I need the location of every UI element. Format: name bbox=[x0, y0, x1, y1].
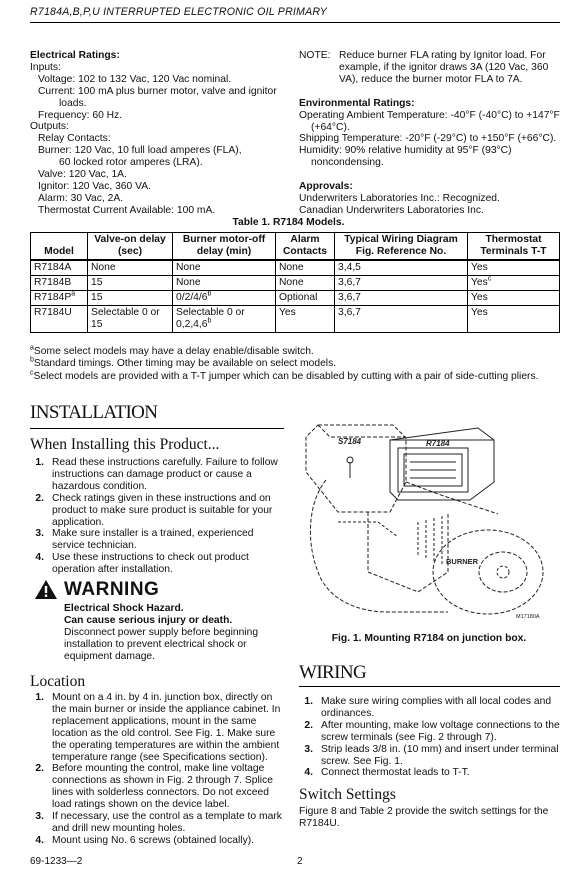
list-item: 1. Make sure wiring complies with all local codes and ordinances. bbox=[299, 696, 561, 720]
location-heading: Location bbox=[30, 673, 86, 690]
approval-ul: Underwriters Laboratories Inc.: Recognized. bbox=[299, 193, 500, 205]
table-row bbox=[31, 291, 560, 306]
electrical-ratings bbox=[30, 50, 300, 217]
footnote-marker: b bbox=[207, 290, 212, 298]
list-item-text: Strip leads 3/8 in. (10 mm) and insert under terminal screw. See Fig. 1. bbox=[321, 743, 559, 767]
cell: R7184B bbox=[31, 276, 88, 291]
list-item: 2. After mounting, make low voltage connections to the screw terminals (see Fig. 2 through 7). bbox=[304, 719, 560, 743]
cell: Yes bbox=[468, 306, 560, 333]
models-table bbox=[30, 232, 560, 333]
note-block bbox=[299, 50, 561, 86]
wiring-steps bbox=[299, 696, 561, 779]
list-item: 1. Mount on a 4 in. by 4 in. junction box, directly on the main burner or inside the appliance cabinet. In replacement applications, mount in the same location as the old control. See Fig. 1. Make sure the operating temperatures are within the ambient temperature range (see Specifications section). bbox=[30, 692, 284, 763]
list-item: 1. Read these instructions carefully. Failure to follow instructions can damage product or cause a hazardous condition. bbox=[30, 457, 284, 493]
list-item-text: Mount on a 4 in. by 4 in. junction box, directly on the main burner or inside the appliance cabinet. In replacement applications, mount in the same location as the old control. See Fig. 1. Make sure the operating temperatures are within the ambient temperature range (see Specifications section). bbox=[52, 692, 281, 763]
note-label: NOTE: bbox=[299, 50, 331, 61]
shipping-temp: Shipping Temperature: -20°F (-29°C) to +150°F (+66°C). bbox=[299, 133, 557, 145]
frequency-rating: Frequency: 60 Hz. bbox=[38, 109, 123, 121]
table-footnotes bbox=[30, 346, 539, 383]
cell: 15 bbox=[88, 291, 173, 306]
install-steps bbox=[30, 457, 284, 576]
running-header: R7184A,B,P,U INTERRUPTED ELECTRONIC OIL PRIMARY bbox=[30, 6, 328, 18]
warning-body bbox=[34, 603, 284, 663]
header-rule bbox=[30, 22, 560, 23]
col-thermostat: Thermostat Terminals T-T bbox=[468, 233, 560, 261]
warning-text: Disconnect power supply before beginning installation to prevent electrical shock or equipment damage. bbox=[64, 626, 259, 662]
cell bbox=[31, 291, 88, 306]
page-number: 2 bbox=[297, 856, 303, 867]
cell-text: R7184P bbox=[34, 292, 72, 303]
wiring-heading: WIRING bbox=[299, 662, 367, 683]
approvals-heading: Approvals: bbox=[299, 181, 353, 193]
figure-label-burner: BURNER bbox=[446, 557, 479, 566]
cell-text: Yes bbox=[471, 277, 488, 288]
cell: 3,6,7 bbox=[335, 291, 468, 306]
list-item: 3. If necessary, use the control as a template to mark and drill new mounting holes. bbox=[30, 811, 284, 835]
list-item: 3. Strip leads 3/8 in. (10 mm) and insert under terminal screw. See Fig. 1. bbox=[299, 744, 561, 768]
col-model: Model bbox=[31, 233, 88, 261]
operating-temp: Operating Ambient Temperature: -40°F (-40°C) to +147°F (+64°C). bbox=[299, 109, 560, 133]
col-wiring-ref: Typical Wiring Diagram Fig. Reference No. bbox=[335, 233, 468, 261]
doc-number: 69-1233—2 bbox=[30, 856, 83, 867]
list-item: 4. Use these instructions to check out product operation after installation. bbox=[30, 552, 284, 576]
environmental-heading: Environmental Ratings: bbox=[299, 97, 415, 109]
cell: Yes bbox=[276, 306, 335, 333]
figure-label-s7184: S7184 bbox=[338, 437, 362, 446]
cell: None bbox=[276, 276, 335, 291]
list-item-text: Check ratings given in these instructions and on product to make sure product is suitable for your application. bbox=[52, 492, 273, 528]
cell bbox=[468, 276, 560, 291]
list-item-text: Before mounting the control, make line voltage connections as shown in Fig. 2 through 7. Splice lines with solderless connectors. Do not exceed load ratings shown on the device label. bbox=[52, 763, 273, 811]
footnote-marker: c bbox=[487, 275, 492, 283]
footnote-text: Standard timings. Other timing may be available on select models. bbox=[33, 358, 337, 370]
ignitor-rating: Ignitor: 120 Vac, 360 VA. bbox=[38, 180, 151, 192]
list-item-text: Make sure installer is a trained, experienced service technician. bbox=[52, 528, 254, 552]
cell-text: Selectable 0 or 0,2,4,6 bbox=[176, 307, 245, 330]
cell: 3,6,7 bbox=[335, 276, 468, 291]
table-row bbox=[31, 306, 560, 333]
current-rating: Current: 100 mA plus burner motor, valve and ignitor bbox=[38, 85, 277, 97]
warning-box bbox=[34, 579, 284, 663]
installation-heading: INSTALLATION bbox=[30, 402, 158, 423]
voltage-rating: Voltage: 102 to 132 Vac, 120 Vac nominal. bbox=[38, 73, 232, 85]
footnote-mark: b bbox=[30, 356, 34, 364]
cell: Optional bbox=[276, 291, 335, 306]
cell-text: 0/2/4/6 bbox=[176, 292, 208, 303]
warning-line1: Electrical Shock Hazard. bbox=[64, 603, 184, 614]
cell: 3,6,7 bbox=[335, 306, 468, 333]
table-caption: Table 1. R7184 Models. bbox=[232, 217, 345, 228]
list-item: 4. Mount using No. 6 screws (obtained locally). bbox=[35, 834, 255, 846]
list-item: 2. Check ratings given in these instructions and on product to make sure product is suitable for your application. bbox=[30, 493, 284, 529]
cell: None bbox=[276, 260, 335, 276]
figure-code: M17180A bbox=[516, 614, 540, 620]
cell: Yes bbox=[468, 260, 560, 276]
footnote-marker: a bbox=[71, 290, 76, 298]
list-item-text: If necessary, use the control as a template to mark and drill new mounting holes. bbox=[52, 811, 282, 834]
when-installing-heading: When Installing this Product... bbox=[30, 436, 220, 453]
list-item: 3. Make sure installer is a trained, experienced service technician. bbox=[30, 528, 284, 552]
alarm-rating: Alarm: 30 Vac, 2A. bbox=[38, 192, 124, 204]
electrical-heading: Electrical Ratings: bbox=[30, 50, 120, 61]
list-item-text: Connect thermostat leads to T-T. bbox=[321, 767, 470, 779]
footnote bbox=[30, 346, 539, 358]
wiring-rule bbox=[299, 686, 560, 687]
humidity: Humidity: 90% relative humidity at 95°F (93°C) noncondensing. bbox=[299, 145, 512, 169]
current-rating-cont: loads. bbox=[59, 97, 87, 109]
cell: Selectable 0 or 15 bbox=[88, 306, 173, 333]
footnote bbox=[30, 358, 539, 370]
burner-rating: Burner: 120 Vac, 10 full load amperes (FLA), bbox=[38, 145, 242, 157]
table-row bbox=[31, 276, 560, 291]
footnote-text: Select models are provided with a T-T jumper which can be disabled by cutting with a pair of side-cutting pliers. bbox=[33, 370, 539, 382]
thermostat-current: Thermostat Current Available: 100 mA. bbox=[38, 204, 216, 216]
valve-rating: Valve: 120 Vac, 1A. bbox=[38, 169, 127, 181]
cell: None bbox=[173, 260, 276, 276]
footnote-text: Some select models may have a delay enable/disable switch. bbox=[33, 346, 314, 357]
list-item-text: Read these instructions carefully. Failure to follow instructions can damage product or cause a hazardous condition. bbox=[52, 457, 278, 492]
switch-settings-heading: Switch Settings bbox=[299, 786, 396, 803]
list-item-text: Make sure wiring complies with all local codes and ordinances. bbox=[321, 696, 552, 719]
figure-caption: Fig. 1. Mounting R7184 on junction box. bbox=[331, 633, 527, 644]
table-row bbox=[31, 260, 560, 276]
cell: R7184U bbox=[31, 306, 88, 333]
list-item-text: Use these instructions to check out product operation after installation. bbox=[52, 552, 249, 576]
cell: 15 bbox=[88, 276, 173, 291]
col-motor-delay: Burner motor-off delay (min) bbox=[173, 233, 276, 261]
footnote-marker: b bbox=[207, 317, 212, 325]
col-valve-delay: Valve-on delay (sec) bbox=[88, 233, 173, 261]
cell: 3,4,5 bbox=[335, 260, 468, 276]
switch-settings-text: Figure 8 and Table 2 provide the switch settings for the R7184U. bbox=[299, 806, 549, 829]
relay-contacts: Relay Contacts: bbox=[38, 133, 111, 145]
location-steps bbox=[30, 692, 284, 847]
warning-title: WARNING bbox=[64, 578, 160, 600]
right-specs bbox=[299, 50, 561, 217]
cell: None bbox=[173, 276, 276, 291]
col-alarm: Alarm Contacts bbox=[276, 233, 335, 261]
footnote-mark: a bbox=[30, 344, 34, 352]
warning-line2: Can cause serious injury or death. bbox=[64, 614, 233, 626]
outputs-label: Outputs: bbox=[30, 121, 69, 133]
cell bbox=[173, 306, 276, 333]
burner-rating-cont: 60 locked rotor amperes (LRA). bbox=[59, 157, 203, 169]
list-item-text: Mount using No. 6 screws (obtained locally). bbox=[52, 834, 255, 846]
mounting-figure bbox=[298, 422, 560, 622]
list-item: 4. Connect thermostat leads to T-T. bbox=[304, 767, 470, 779]
warning-triangle-icon bbox=[34, 579, 58, 600]
note-text: Reduce burner FLA rating by Ignitor load. For example, if the ignitor draws 3A (120 Vac, 360 VA), reduce the burner motor FLA to 7A. bbox=[339, 50, 549, 85]
installation-rule bbox=[30, 428, 284, 429]
cell: None bbox=[88, 260, 173, 276]
warning-title-row bbox=[34, 579, 284, 600]
table-header-row bbox=[31, 233, 560, 261]
figure-label-r7184: R7184 bbox=[426, 439, 450, 448]
approval-cul: Canadian Underwriters Laboratories Inc. bbox=[299, 204, 484, 216]
cell bbox=[173, 291, 276, 306]
cell: R7184A bbox=[31, 260, 88, 276]
footnote bbox=[30, 371, 539, 383]
list-item-text: After mounting, make low voltage connections to the screw terminals (see Fig. 2 through 7). bbox=[321, 719, 560, 743]
cell: Yes bbox=[468, 291, 560, 306]
inputs-label: Inputs: bbox=[30, 61, 61, 73]
footnote-mark: c bbox=[30, 369, 34, 377]
list-item: 2. Before mounting the control, make line voltage connections as shown in Fig. 2 through 7. Splice lines with solderless connectors. Do not exceed load ratings shown on the device label. bbox=[30, 763, 284, 811]
